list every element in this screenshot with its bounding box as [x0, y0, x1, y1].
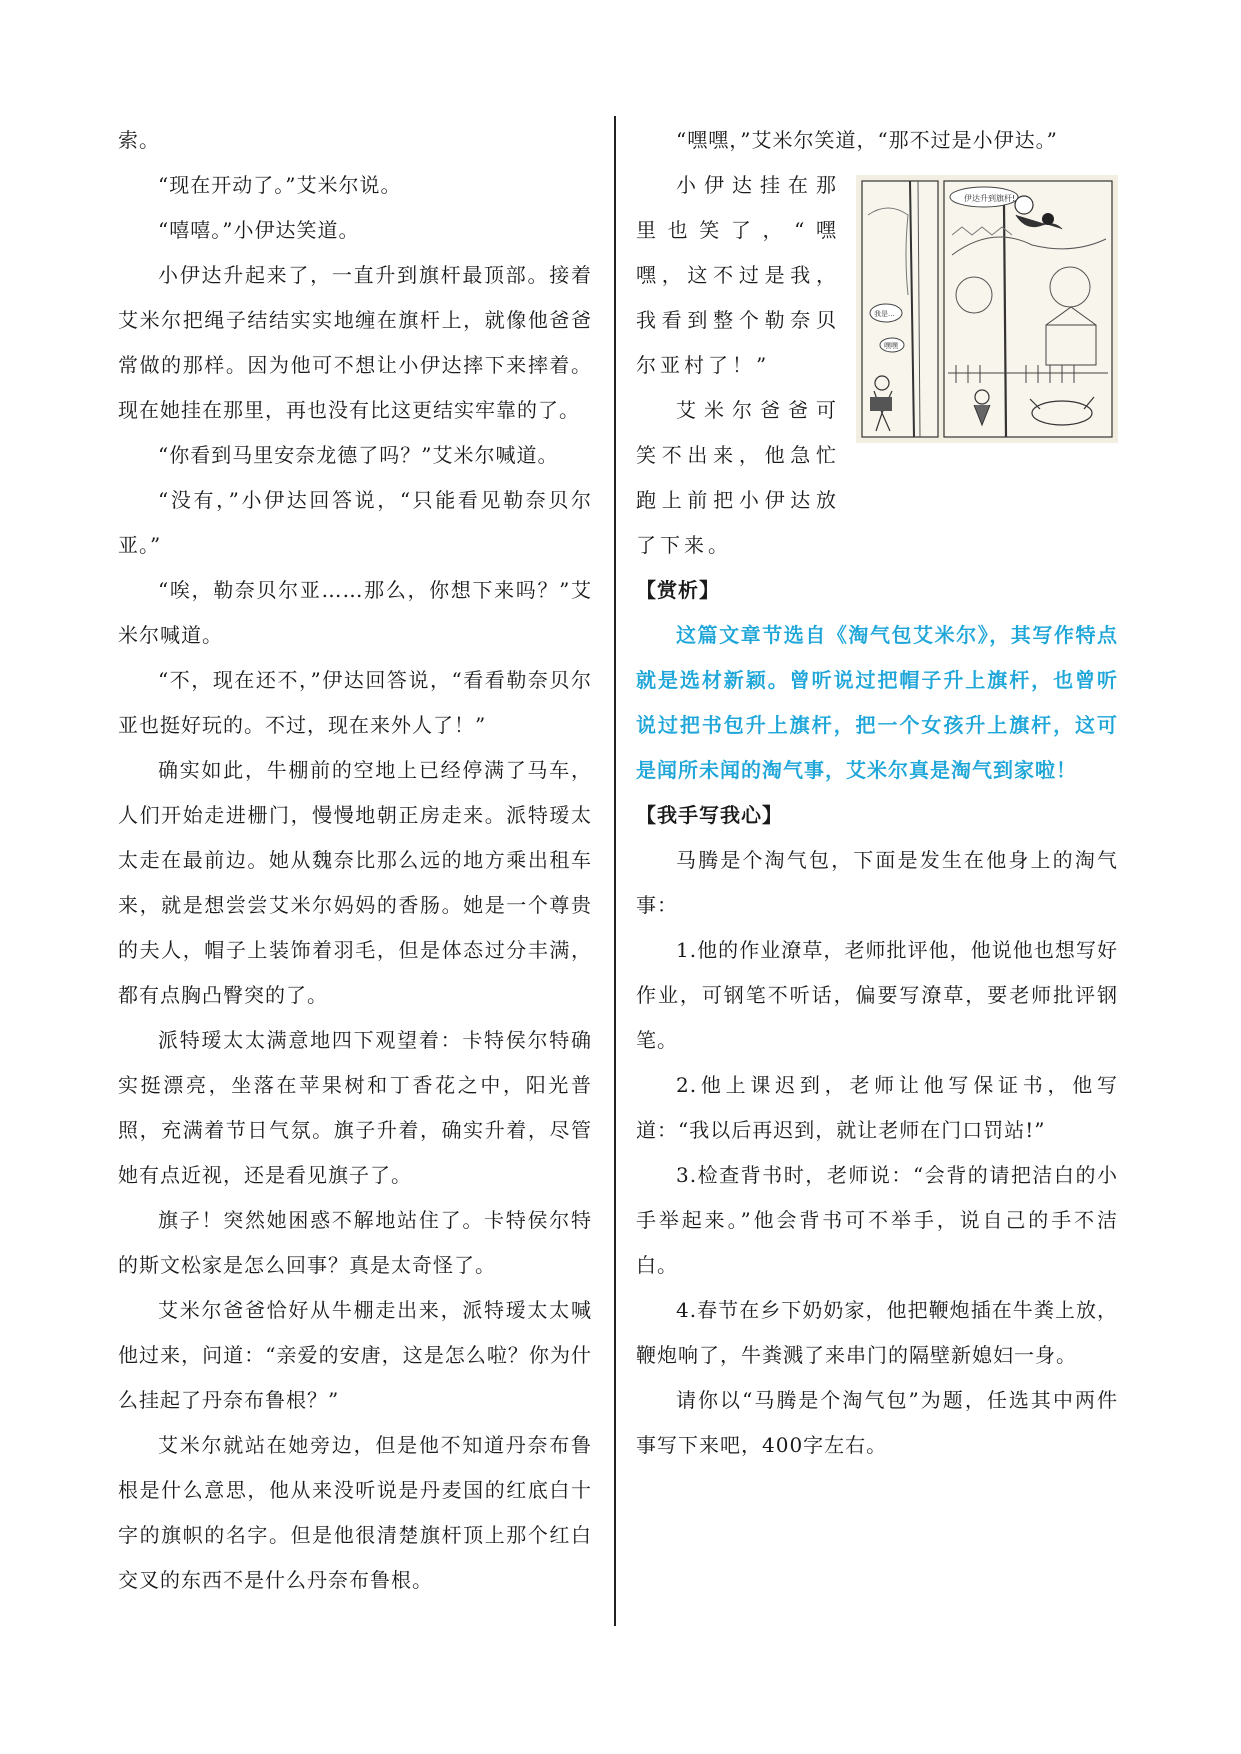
comic-illustration — [856, 175, 1118, 443]
wrapped-text — [636, 163, 840, 568]
story-paragraph: 小伊达挂在那里也笑了，“嘿嘿，这不过是我，我看到整个勒奈贝尔亚村了！” — [636, 173, 840, 377]
list-item: 4.春节在乡下奶奶家，他把鞭炮插在牛粪上放，鞭炮响了，牛粪溅了来串门的隔壁新媳妇一身。 — [636, 1298, 1118, 1367]
list-item: 2.他上课迟到，老师让他写保证书，他写道：“我以后再迟到，就让老师在门口罚站!” — [636, 1073, 1118, 1142]
story-paragraph: 确实如此，牛棚前的空地上已经停满了马车，人们开始走进栅门，慢慢地朝正房走来。派特瑷太太走在最前边。她从魏奈比那么远的地方乘出租车来，就是想尝尝艾米尔妈妈的香肠。她是一个尊贵的夫人，帽子上装饰着羽毛，但是体态过分丰满，都有点胸凸臀突的了。 — [118, 758, 592, 1007]
story-paragraph: “现在开动了。”艾米尔说。 — [158, 173, 402, 197]
story-paragraph: 艾米尔就站在她旁边，但是他不知道丹奈布鲁根是什么意思，他从来没听说是丹麦国的红底白十字的旗帜的名字。但是他很清楚旗杆顶上那个红白交叉的东西不是什么丹奈布鲁根。 — [118, 1433, 592, 1592]
writing-task: 请你以“马腾是个淘气包”为题，任选其中两件事写下来吧，400字左右。 — [636, 1388, 1118, 1457]
appreciation-heading: 【赏析】 — [636, 578, 720, 602]
speech-bubble-text: 我是... — [874, 310, 895, 318]
right-column — [636, 118, 1118, 1468]
writing-intro: 马腾是个淘气包，下面是发生在他身上的淘气事： — [636, 848, 1118, 917]
story-paragraph: “你看到马里安奈龙德了吗？”艾米尔喊道。 — [158, 443, 559, 467]
story-paragraph: 艾米尔爸爸恰好从牛棚走出来，派特瑷太太喊他过来，问道：“亲爱的安唐，这是怎么啦？你为什么挂起了丹奈布鲁根？” — [118, 1298, 592, 1412]
writing-heading: 【我手写我心】 — [636, 803, 783, 827]
list-item: 1.他的作业潦草，老师批评他，他说他也想写好作业，可钢笔不听话，偏要写潦草，要老师批评钢笔。 — [636, 938, 1118, 1052]
left-column — [118, 118, 592, 1603]
text-with-illustration — [636, 163, 1118, 568]
story-paragraph: 艾米尔爸爸可笑不出来，他急忙跑上前把小伊达放了下来。 — [636, 398, 840, 557]
story-paragraph: “唉，勒奈贝尔亚……那么，你想下来吗？”艾米尔喊道。 — [118, 578, 592, 647]
story-paragraph: “没有，”小伊达回答说，“只能看见勒奈贝尔亚。” — [118, 488, 592, 557]
story-paragraph: “嘻嘻。”小伊达笑道。 — [158, 218, 360, 242]
story-paragraph: 派特瑷太太满意地四下观望着：卡特侯尔特确实挺漂亮，坐落在苹果树和丁香花之中，阳光普照，充满着节日气氛。旗子升着，确实升着，尽管她有点近视，还是看见旗子了。 — [118, 1028, 592, 1187]
speech-bubble-text: 伊达升到旗杆! — [964, 194, 1016, 203]
story-paragraph: “不，现在还不，”伊达回答说，“看看勒奈贝尔亚也挺好玩的。不过，现在来外人了！” — [118, 668, 592, 737]
story-paragraph: 小伊达升起来了，一直升到旗杆最顶部。接着艾米尔把绳子结结实实地缠在旗杆上，就像他爸爸常做的那样。因为他可不想让小伊达摔下来摔着。现在她挂在那里，再也没有比这更结实牢靠的了。 — [118, 263, 592, 422]
story-paragraph: 索。 — [118, 128, 160, 152]
story-paragraph: “嘿嘿，”艾米尔笑道，“那不过是小伊达。” — [676, 128, 1058, 152]
column-divider — [614, 116, 616, 1626]
story-paragraph: 旗子！突然她困惑不解地站住了。卡特侯尔特的斯文松家是怎么回事？真是太奇怪了。 — [118, 1208, 592, 1277]
list-item: 3.检查背书时，老师说：“会背的请把洁白的小手举起来。”他会背书可不举手，说自己的手不洁白。 — [636, 1163, 1118, 1277]
speech-bubble-text: 嘿嘿 — [884, 342, 898, 350]
appreciation-text: 这篇文章节选自《淘气包艾米尔》，其写作特点就是选材新颖。曾听说过把帽子升上旗杆，也曾听说过把书包升上旗杆，把一个女孩升上旗杆，这可是闻所未闻的淘气事，艾米尔真是淘气到家啦！ — [636, 623, 1118, 782]
